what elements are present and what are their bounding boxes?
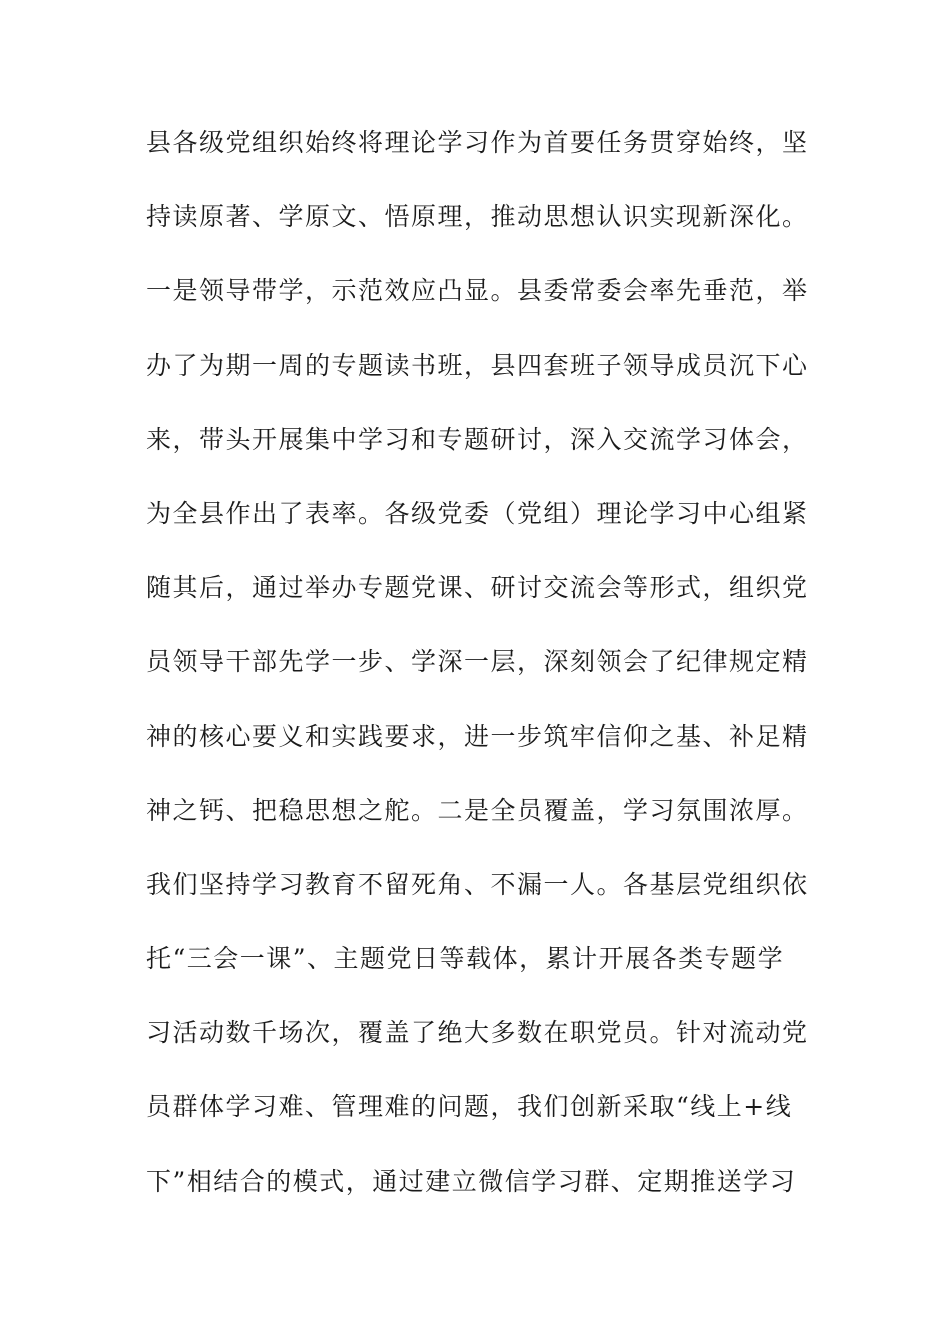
text-line: 神的核心要义和实践要求，进一步筑牢信仰之基、补足精 bbox=[146, 721, 809, 751]
text-line: 神之钙、把稳思想之舵。二是全员覆盖，学习氛围浓厚。 bbox=[146, 795, 809, 825]
text-line: 一是领导带学，示范效应凸显。县委常委会率先垂范，举 bbox=[146, 276, 809, 306]
text-line: 员群体学习难、管理难的问题，我们创新采取“线上+线 bbox=[146, 1092, 793, 1122]
text-line: 县各级党组织始终将理论学习作为首要任务贯穿始终，坚 bbox=[146, 128, 809, 157]
text-line: 随其后，通过举办专题党课、研讨交流会等形式，组织党 bbox=[146, 573, 809, 603]
text-line: 员领导干部先学一步、学深一层，深刻领会了纪律规定精 bbox=[146, 647, 809, 677]
text-line: 我们坚持学习教育不留死角、不漏一人。各基层党组织依 bbox=[146, 869, 809, 899]
text-line: 托“三会一课”、主题党日等载体，累计开展各类专题学 bbox=[146, 944, 785, 974]
text-line: 来，带头开展集中学习和专题研讨，深入交流学习体会， bbox=[146, 424, 809, 454]
text-line: 下”相结合的模式，通过建立微信学习群、定期推送学习 bbox=[146, 1166, 797, 1196]
text-line: 办了为期一周的专题读书班，县四套班子领导成员沉下心 bbox=[146, 350, 809, 380]
text-line: 持读原著、学原文、悟原理，推动思想认识实现新深化。 bbox=[146, 202, 809, 232]
text-line: 习活动数千场次，覆盖了绝大多数在职党员。针对流动党 bbox=[146, 1018, 809, 1048]
text-line: 为全县作出了表率。各级党委（党组）理论学习中心组紧 bbox=[146, 498, 809, 528]
body-text bbox=[146, 118, 809, 1231]
